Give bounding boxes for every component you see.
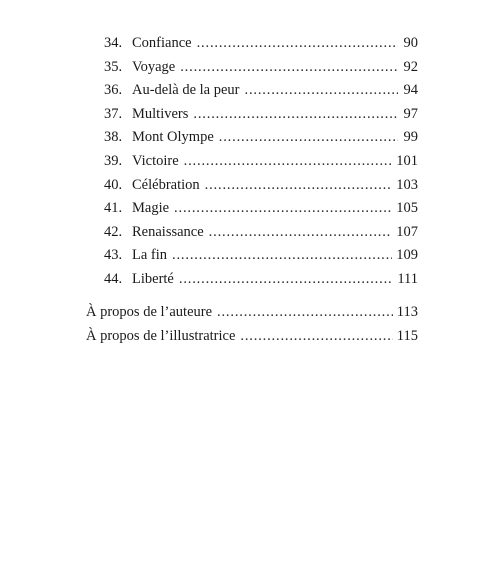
chapter-title: La fin — [132, 247, 168, 264]
dot-leader — [240, 324, 392, 348]
page-number: 92 — [403, 58, 418, 75]
dot-leader — [197, 32, 398, 56]
chapter-title: Au-delà de la peur — [132, 82, 240, 99]
dot-leader — [245, 79, 399, 103]
chapter-number: 44. — [104, 270, 123, 287]
chapter-number: 41. — [104, 200, 123, 217]
page-number: 103 — [396, 176, 418, 193]
dot-leader — [217, 300, 393, 324]
chapter-title: Liberté — [132, 270, 174, 287]
page-number: 101 — [396, 152, 418, 169]
chapter-title: Célébration — [132, 176, 200, 193]
dot-leader — [219, 126, 398, 150]
page-number: 111 — [397, 270, 418, 287]
toc-entry-38 — [104, 126, 418, 150]
chapter-number: 40. — [104, 176, 123, 193]
chapter-number: 43. — [104, 247, 123, 264]
toc-entry-34 — [104, 32, 418, 56]
chapter-number: 39. — [104, 152, 123, 169]
chapter-number: 35. — [104, 58, 123, 75]
dot-leader — [184, 150, 393, 174]
page-number: 99 — [403, 129, 418, 146]
toc-entry-35 — [104, 56, 418, 80]
toc-entry-41 — [104, 197, 418, 221]
toc-entry-39 — [104, 150, 418, 174]
chapter-title: Magie — [132, 200, 170, 217]
chapter-title: Victoire — [132, 152, 179, 169]
page-number: 115 — [396, 328, 418, 344]
toc-entry-44 — [104, 268, 418, 292]
page-number: 109 — [396, 247, 418, 264]
chapter-title: Mont Olympe — [132, 129, 214, 146]
dot-leader — [172, 244, 392, 268]
back-matter-title: À propos de l’illustratrice — [86, 328, 236, 344]
dot-leader — [205, 174, 393, 198]
toc-entry-43 — [104, 244, 418, 268]
page-number: 94 — [403, 82, 418, 99]
back-matter-entry-author — [86, 300, 418, 324]
back-matter-title: À propos de l’auteure — [86, 304, 213, 320]
toc-entry-40 — [104, 174, 418, 198]
dot-leader — [209, 221, 393, 245]
dot-leader — [174, 197, 392, 221]
page-number: 90 — [403, 35, 418, 51]
toc-entry-42 — [104, 221, 418, 245]
chapter-title: Voyage — [132, 58, 176, 75]
chapter-title: Multivers — [132, 105, 189, 122]
chapter-number: 38. — [104, 129, 123, 146]
page-number: 107 — [396, 223, 418, 240]
toc-entry-37 — [104, 103, 418, 127]
page-number: 113 — [396, 304, 418, 320]
chapter-number: 36. — [104, 82, 123, 99]
chapter-number: 37. — [104, 105, 123, 122]
chapter-number: 42. — [104, 223, 123, 240]
back-matter-list — [86, 300, 418, 348]
page-number: 105 — [396, 200, 418, 217]
toc-entry-36 — [104, 79, 418, 103]
dot-leader — [193, 103, 398, 127]
chapter-title: Confiance — [132, 35, 192, 51]
dot-leader — [180, 56, 398, 80]
chapter-title: Renaissance — [132, 223, 204, 240]
table-of-contents — [104, 32, 418, 292]
page-number: 97 — [403, 105, 418, 122]
dot-leader — [179, 268, 393, 292]
chapter-number: 34. — [104, 35, 123, 51]
back-matter-entry-illustrator — [86, 324, 418, 348]
